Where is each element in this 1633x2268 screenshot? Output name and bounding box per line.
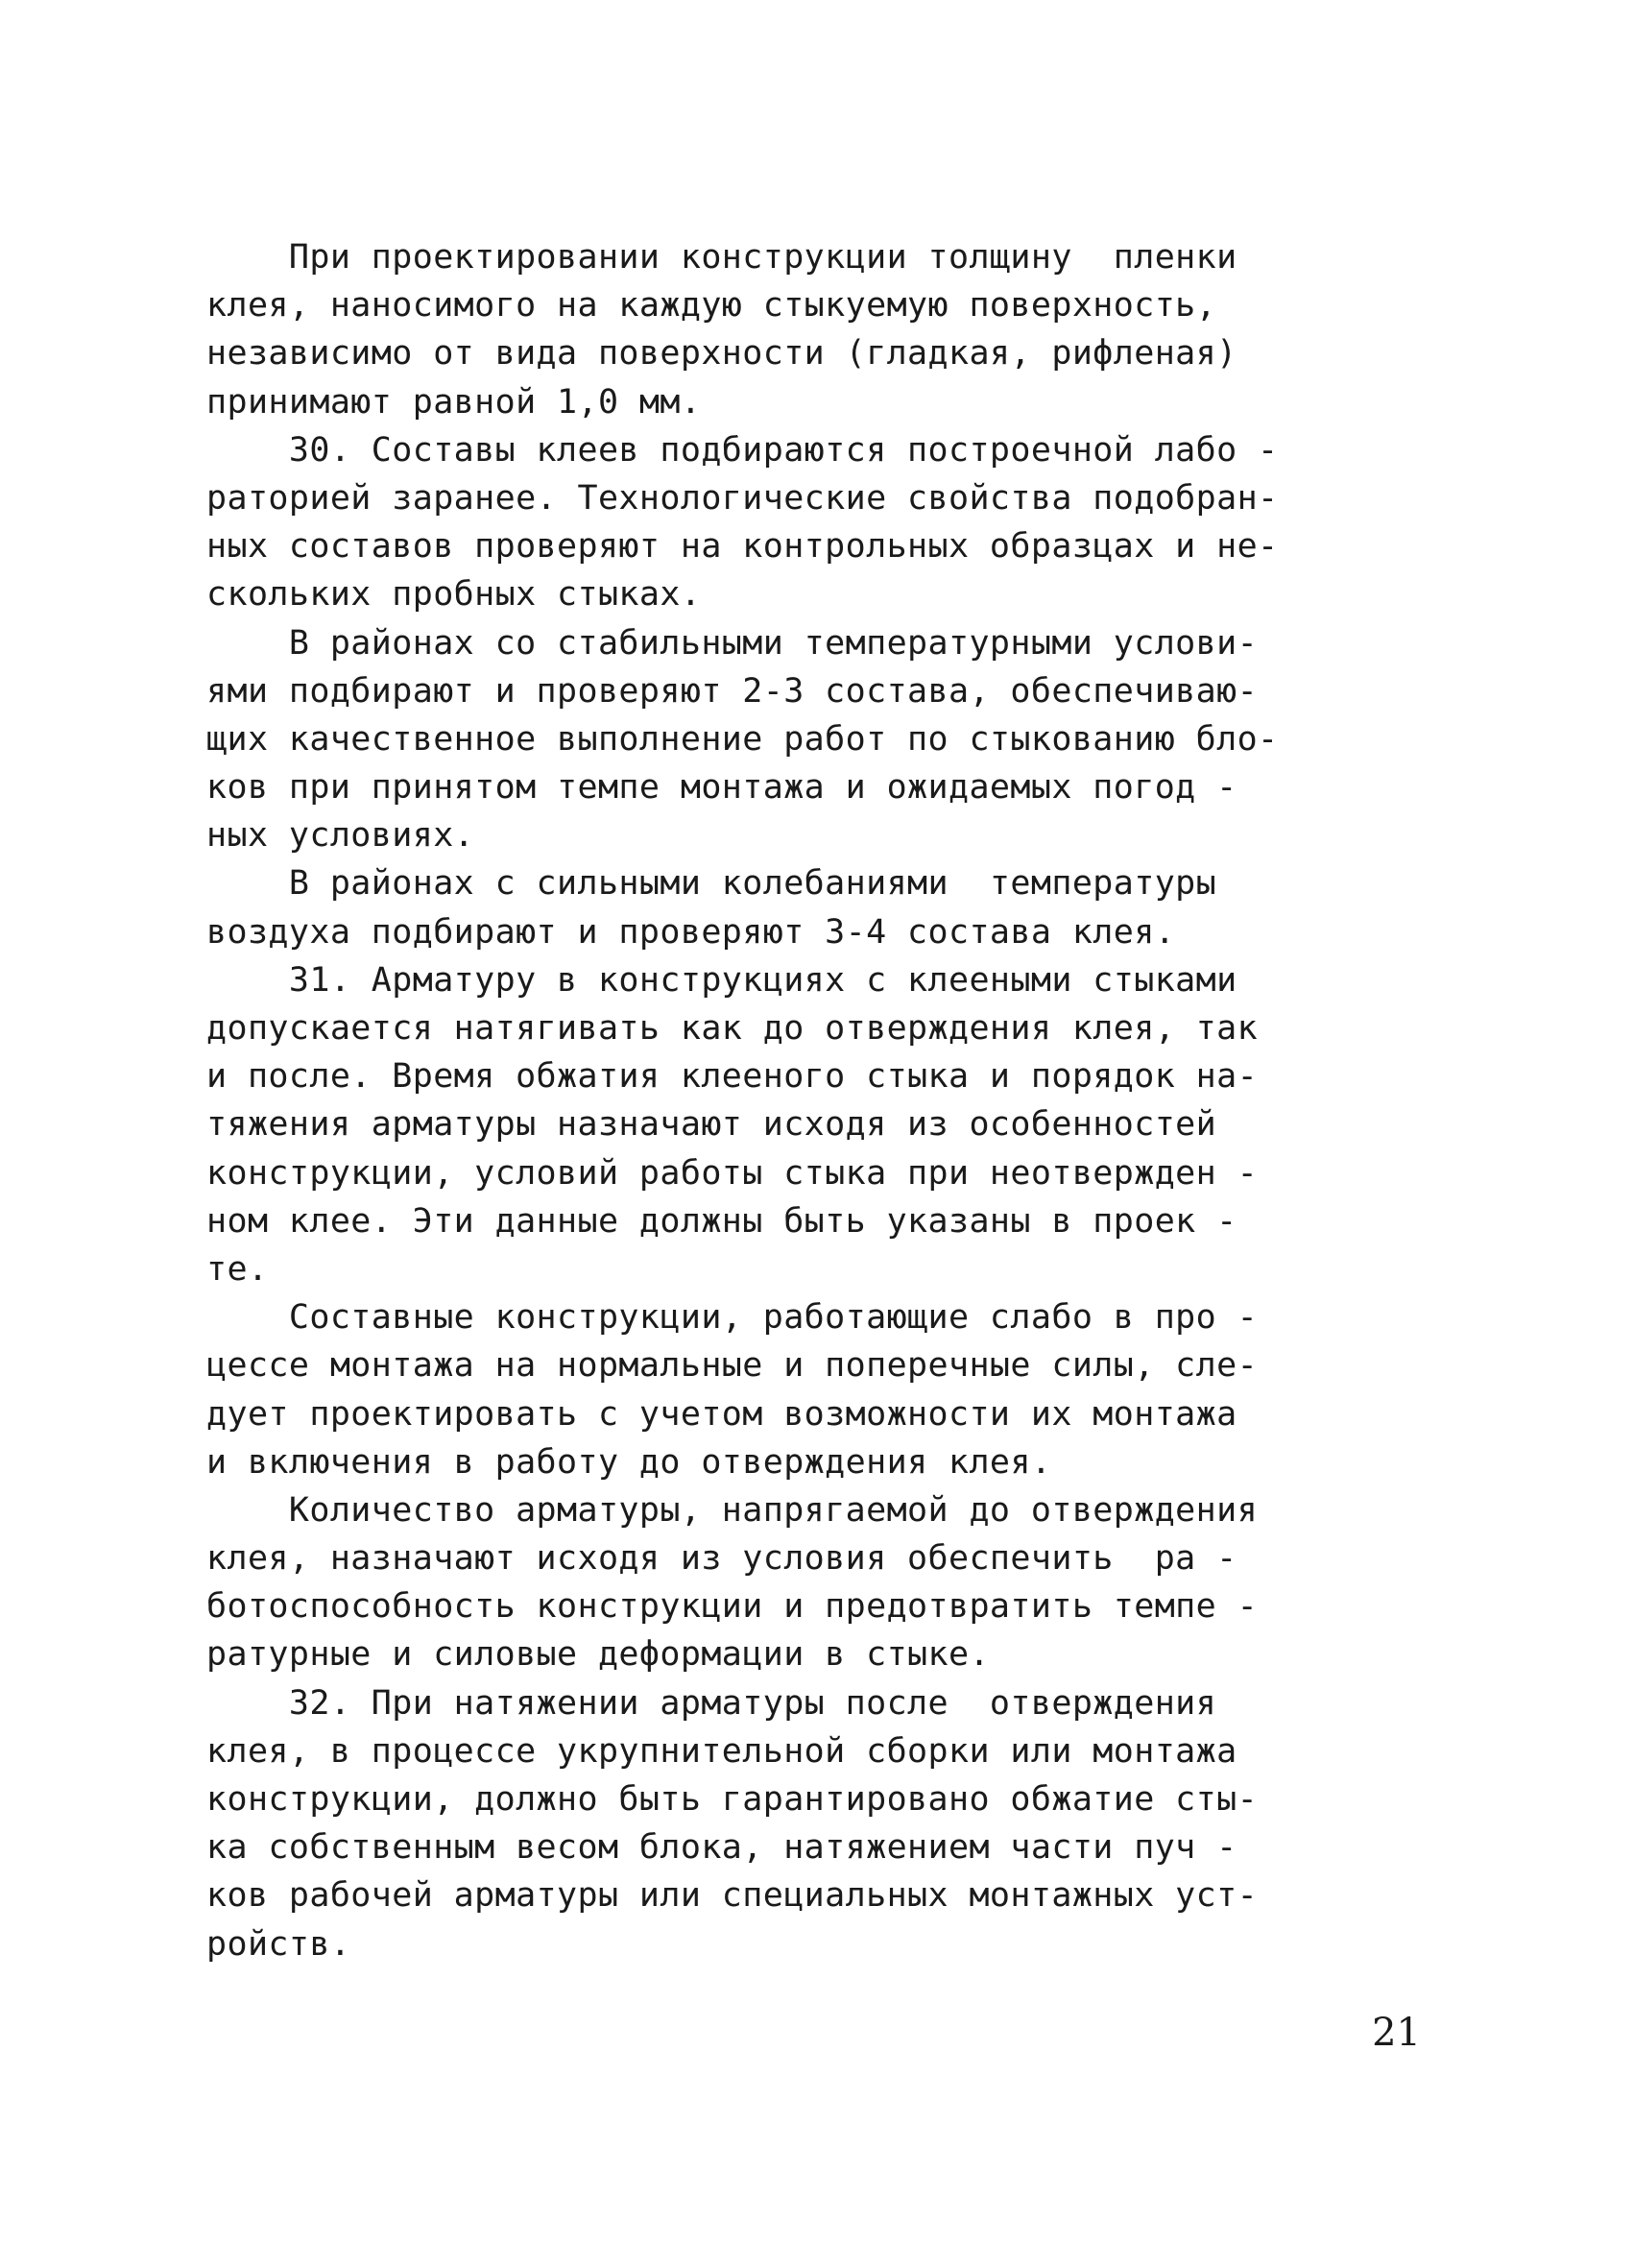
text-line: ных составов проверяют на контрольных образцах и не- xyxy=(206,527,1279,567)
text-line: и включения в работу до отверждения клея. xyxy=(206,1442,1052,1482)
text-line: конструкции, условий работы стыка при неотвержден - xyxy=(206,1153,1259,1193)
text-line: 32. При натяжении арматуры после отверждения xyxy=(206,1683,1217,1723)
text-line: принимают равной 1,0 мм. xyxy=(206,382,702,422)
text-line: допускается натягивать как до отверждения клея, так xyxy=(206,1009,1259,1048)
text-line: ков при принятом темпе монтажа и ожидаемых погод - xyxy=(206,768,1237,808)
text-line: ями подбирают и проверяют 2-3 состава, обеспечиваю- xyxy=(206,671,1259,711)
text-line: клея, назначают исходя из условия обеспечить ра - xyxy=(206,1539,1237,1579)
text-line: ботоспособность конструкции и предотвратить темпе - xyxy=(206,1587,1259,1627)
page-number: 21 xyxy=(1372,2011,1421,2055)
text-line: 31. Арматуру в конструкциях с клееными стыками xyxy=(206,960,1237,1000)
text-line: те. xyxy=(206,1249,269,1289)
text-line: раторией заранее. Технологические свойства подобран- xyxy=(206,478,1279,518)
text-line: щих качественное выполнение работ по стыкованию бло- xyxy=(206,719,1279,759)
text-line: Количество арматуры, напрягаемой до отверждения xyxy=(206,1490,1259,1530)
text-line: ратурные и силовые деформации в стыке. xyxy=(206,1635,990,1675)
text-line: ройств. xyxy=(206,1924,351,1964)
text-line: В районах со стабильными температурными услови- xyxy=(206,623,1259,663)
text-line: и после. Время обжатия клееного стыка и порядок на- xyxy=(206,1057,1259,1097)
text-line: При проектировании конструкции толщину пленки xyxy=(206,238,1237,277)
text-line: ных условиях. xyxy=(206,816,475,856)
text-line: В районах с сильными колебаниями температуры xyxy=(206,864,1217,904)
text-line: скольких пробных стыках. xyxy=(206,575,702,615)
text-line: тяжения арматуры назначают исходя из особенностей xyxy=(206,1105,1217,1145)
text-line: ков рабочей арматуры или специальных монтажных уст- xyxy=(206,1876,1259,1916)
text-line: клея, в процессе укрупнительной сборки или монтажа xyxy=(206,1731,1237,1771)
text-line: ном клее. Эти данные должны быть указаны в проек - xyxy=(206,1201,1237,1241)
text-line: цессе монтажа на нормальные и поперечные силы, сле- xyxy=(206,1346,1259,1386)
text-line: 30. Составы клеев подбираются построечной лабо - xyxy=(206,430,1279,470)
text-line: дует проектировать с учетом возможности их монтажа xyxy=(206,1394,1237,1434)
body-text xyxy=(206,233,1445,1968)
text-line: ка собственным весом блока, натяжением части пуч - xyxy=(206,1828,1237,1868)
text-line: воздуха подбирают и проверяют 3-4 состава клея. xyxy=(206,912,1176,952)
text-line: Составные конструкции, работающие слабо в про - xyxy=(206,1298,1259,1338)
text-line: клея, наносимого на каждую стыкуемую поверхность, xyxy=(206,286,1217,326)
text-line: независимо от вида поверхности (гладкая, рифленая) xyxy=(206,334,1237,374)
text-line: конструкции, должно быть гарантировано обжатие сты- xyxy=(206,1780,1259,1819)
